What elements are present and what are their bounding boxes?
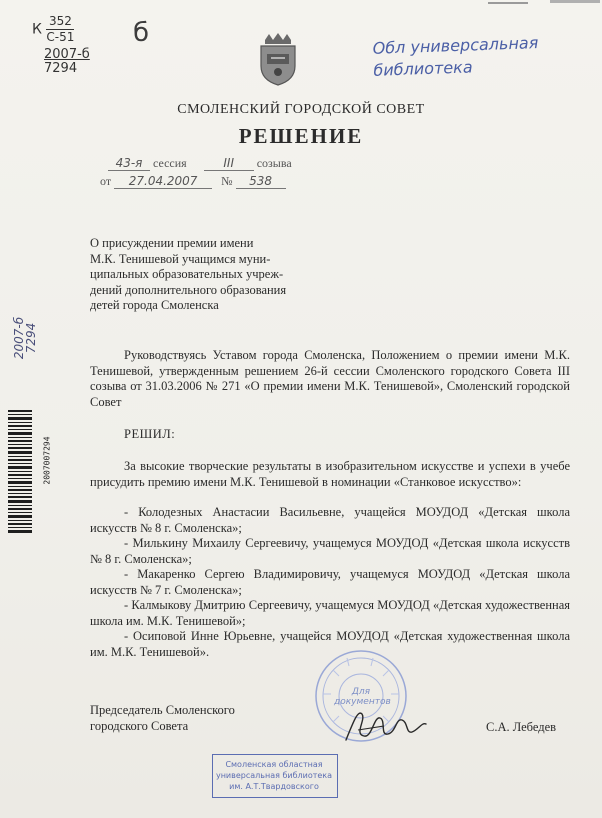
resolved-heading: РЕШИЛ: — [124, 427, 176, 441]
subject-line: О присуждении премии имени — [90, 236, 254, 250]
signature-position-line: Председатель Смоленского — [90, 703, 235, 717]
library-note-line-2: библиотека — [373, 57, 473, 80]
session-block — [100, 150, 360, 190]
subject-line: дений дополнительного образования — [90, 282, 287, 297]
session-number: 43-я — [108, 156, 150, 171]
call-number — [32, 14, 74, 45]
seal-text-line: Для — [351, 687, 371, 697]
stamp-line: Смоленская областная — [225, 760, 323, 769]
decision-date: 27.04.2007 — [114, 174, 212, 189]
side-inventory-mark — [12, 300, 42, 370]
barcode-icon — [6, 408, 34, 536]
list-item: - Милькину Михаилу Сергеевичу, учащемуся МОУДОД «Детская школа искусств № 8 г. Смоленска»; — [90, 536, 570, 566]
preamble-paragraph: Руководствуясь Уставом города Смоленска, Положением о премии имени М.К. Тенишевой, утвержденным решением 26-й сессии Смоленского городского Совета III созыва от 31.03.2006 № 271 «О премии имени М.К. Тенишевой», Смоленский городской Совет — [90, 348, 570, 409]
session-label: сессия — [153, 156, 187, 170]
handwritten-letter: б — [133, 18, 150, 48]
inventory-line-1: 2007-б — [44, 47, 90, 62]
stamp-line: им. А.Т.Твардовского — [229, 782, 319, 791]
side-inventory-text: 2007-б 7294 — [12, 316, 38, 360]
convocation-label: созыва — [256, 156, 292, 170]
signature-scribble — [340, 700, 430, 746]
stamp-line: универсальная библиотека — [215, 771, 333, 780]
date-row — [100, 174, 360, 189]
signature-position — [90, 703, 235, 734]
date-prefix: от — [100, 174, 112, 188]
inventory-line-2: 7294 — [44, 61, 78, 76]
council-name: СМОЛЕНСКИЙ ГОРОДСКОЙ СОВЕТ — [177, 102, 425, 117]
list-item: - Макаренко Сергею Владимировичу, учащемуся МОУДОД «Детская школа искусств № 7 г. Смоленска»; — [90, 567, 570, 597]
list-item: - Калмыкову Дмитрию Сергеевичу, учащемуся МОУДОД «Детская художественная школа им. М.К. Тенишевой»; — [90, 598, 570, 628]
main-paragraph: За высокие творческие результаты в изобразительном искусстве и успехи в учебе присудить премию имени М.К. Тенишевой в номинации «Станковое искусство»: — [90, 459, 570, 489]
subject-line: М.К. Тенишевой учащимся муни- — [90, 251, 271, 266]
document-title: РЕШЕНИЕ — [238, 124, 364, 148]
subject-line: детей города Смоленска — [90, 298, 219, 312]
number-label: № — [221, 174, 233, 188]
decision-subject — [90, 236, 330, 314]
signature-position-line: городского Совета — [90, 718, 189, 733]
decision-number: 538 — [236, 174, 286, 189]
laureates-list — [90, 505, 570, 660]
library-note-line-1: Обл универсальная — [372, 33, 539, 58]
signer-name: С.А. Лебедев — [486, 720, 557, 734]
coat-of-arms-icon — [255, 32, 301, 86]
session-row — [108, 156, 338, 171]
seal-text-line: документов — [334, 697, 391, 707]
library-stamp-text — [212, 759, 336, 792]
call-bottom: С-51 — [46, 30, 75, 44]
call-top: 352 — [46, 14, 74, 30]
library-note — [372, 30, 593, 82]
list-item: - Колодезных Анастасии Васильевне, учащейся МОУДОД «Детская школа искусств № 8 г. Смоленска»; — [90, 505, 570, 535]
scan-edge-marks — [480, 0, 602, 12]
list-item: - Осиповой Инне Юрьевне, учащейся МОУДОД «Детская художественная школа им. М.К. Тенишевой». — [90, 629, 570, 659]
barcode-number: 2007007294 — [42, 436, 52, 485]
call-prefix: К — [32, 21, 42, 38]
call-fraction — [46, 14, 74, 45]
barcode-number-wrap — [40, 408, 54, 518]
inventory-number — [44, 48, 90, 76]
subject-line: ципальных образовательных учреж- — [90, 267, 284, 281]
convocation-number: III — [204, 156, 254, 171]
